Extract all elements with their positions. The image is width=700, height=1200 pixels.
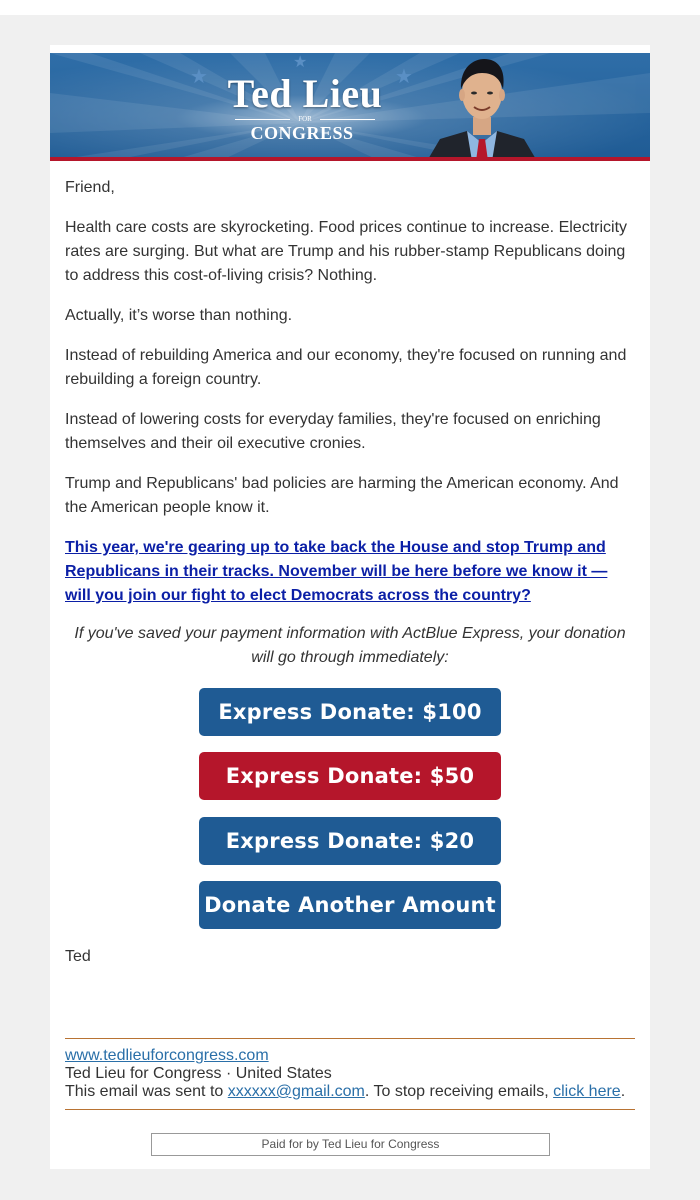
website-link[interactable]: www.tedlieuforcongress.com: [65, 1047, 269, 1064]
paragraph-lowering: Instead of lowering costs for everyday families, they're focused on enriching themselves and their oil executive cronies.: [65, 411, 601, 452]
footer-sent-row: [65, 1083, 645, 1101]
header-banner: [50, 53, 650, 161]
email-card: [50, 45, 650, 1169]
banner-red-stripe: [50, 157, 650, 161]
banner-divider: [235, 119, 290, 120]
star-icon: ★: [190, 66, 208, 88]
signature: Ted: [65, 948, 91, 965]
banner-for: FOR: [298, 115, 312, 123]
footer-divider-bottom: [65, 1109, 635, 1110]
paragraph-rebuilding: Instead of rebuilding America and our economy, they're focused on running and rebuilding a foreign country.: [65, 347, 627, 388]
donate-another-amount-button[interactable]: Donate Another Amount: [199, 881, 501, 929]
sent-end: .: [620, 1083, 626, 1100]
paragraph-worse: Actually, it’s worse than nothing.: [65, 307, 293, 324]
banner-congress: CONGRESS: [250, 123, 354, 143]
paragraph-policies: Trump and Republicans' bad policies are harming the American economy. And the American people know it.: [65, 475, 619, 516]
express-donate-100-button[interactable]: Express Donate: $100: [199, 688, 501, 736]
candidate-portrait: [422, 53, 542, 161]
top-strip: [0, 0, 700, 15]
recipient-email-link[interactable]: xxxxxx@gmail.com: [227, 1083, 365, 1100]
banner-divider: [320, 119, 375, 120]
express-donate-50-button[interactable]: Express Donate: $50: [199, 752, 501, 800]
star-icon: ★: [293, 54, 308, 71]
express-donate-20-button[interactable]: Express Donate: $20: [199, 817, 501, 865]
paragraph-costs: Health care costs are skyrocketing. Food prices continue to increase. Electricity rates are surging. But what are Trump and his rubber-stamp Republicans doing to address this cost-of-living crisis? Nothing.: [65, 219, 628, 284]
express-note: If you've saved your payment information with ActBlue Express, your donation will go through immediately:: [74, 625, 626, 666]
sent-prefix: This email was sent to: [65, 1083, 228, 1100]
unsubscribe-link[interactable]: click here: [553, 1083, 621, 1100]
stop-text: . To stop receiving emails,: [364, 1083, 554, 1100]
footer-divider-top: [65, 1038, 635, 1039]
greeting: Friend,: [65, 179, 115, 196]
star-icon: ★: [395, 66, 413, 88]
cta-donate-link[interactable]: This year, we're gearing up to take back the House and stop Trump and Republicans in their tracks. November will be here before we know it — will you join our fight to elect Democrats across the country?: [65, 539, 608, 604]
banner-title: Ted Lieu: [227, 71, 383, 116]
footer-website-row: [65, 1047, 645, 1065]
paid-for-disclaimer: Paid for by Ted Lieu for Congress: [151, 1133, 550, 1156]
footer-org: Ted Lieu for Congress · United States: [65, 1065, 332, 1082]
